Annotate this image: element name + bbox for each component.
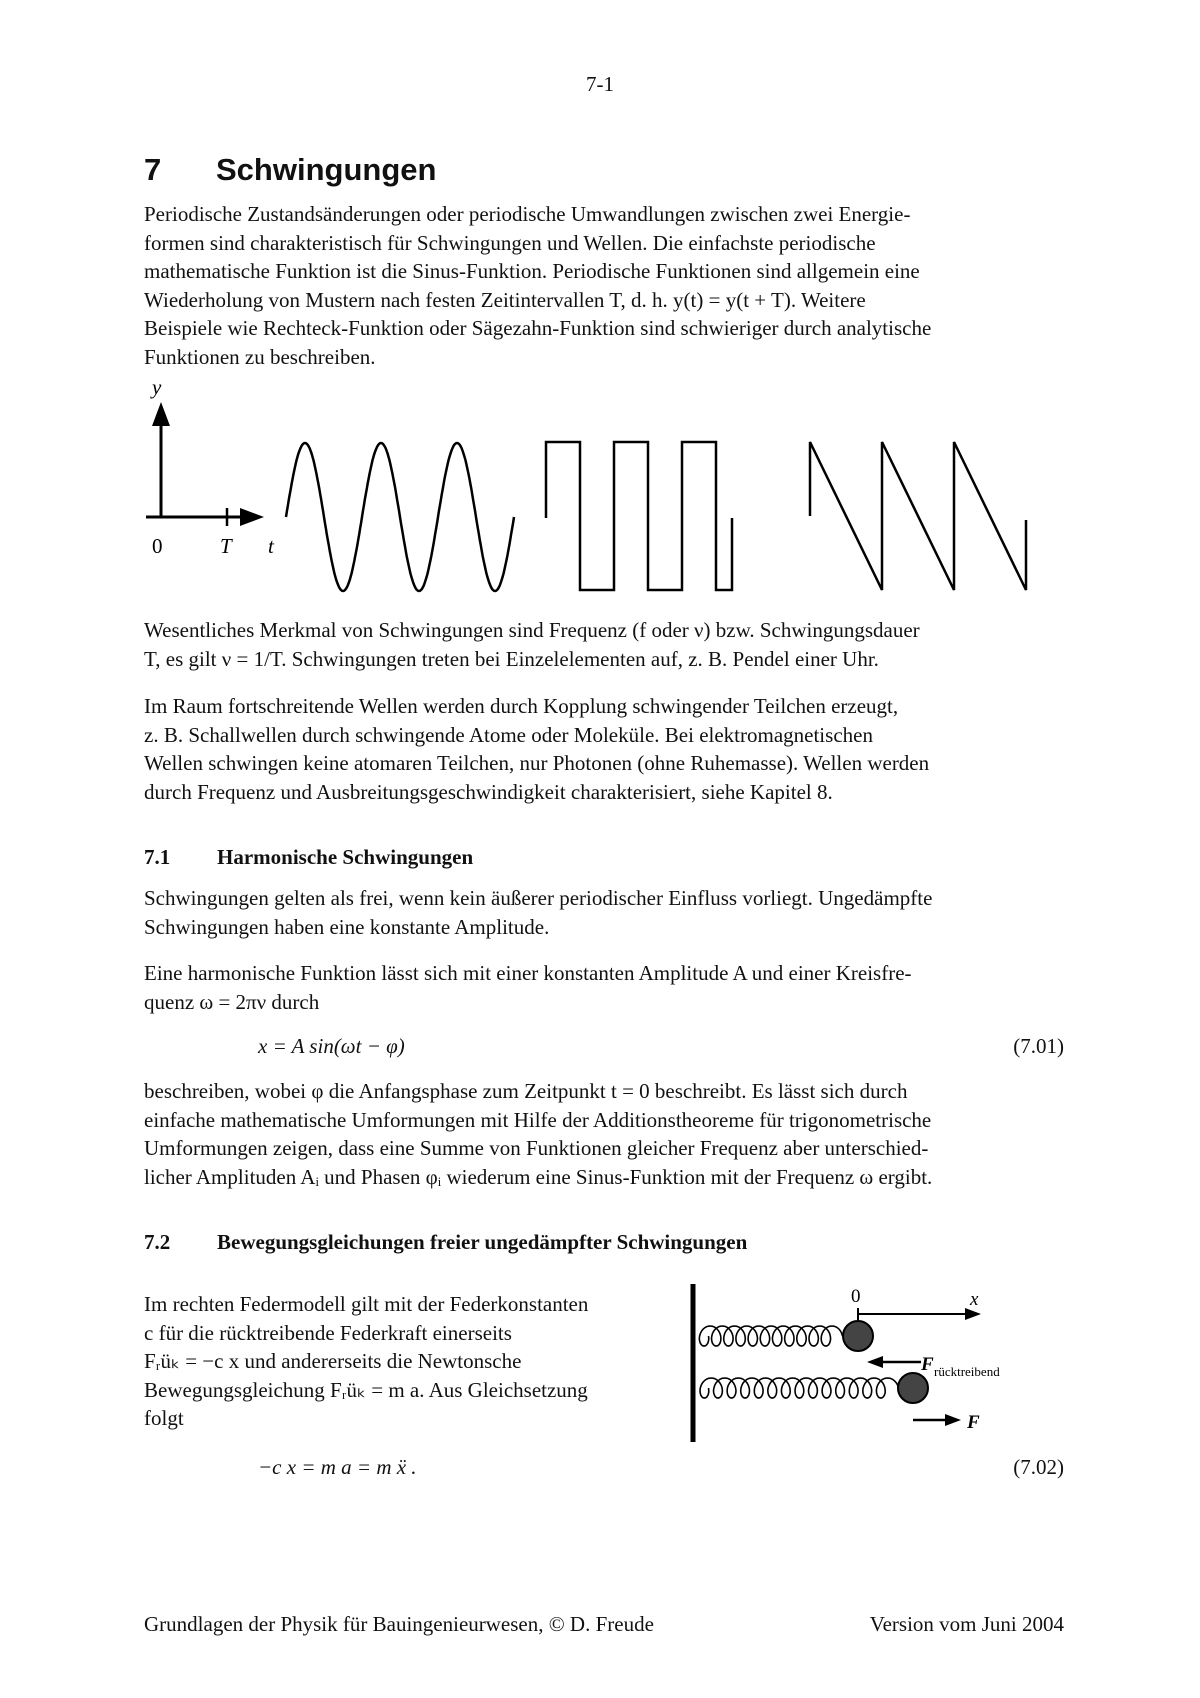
text-line: Im rechten Federmodell gilt mit der Federkonstanten bbox=[144, 1292, 589, 1316]
equation-7-01: x = A sin(ωt − φ) bbox=[258, 1034, 405, 1058]
intro-paragraph bbox=[144, 200, 1064, 371]
harmonic-paragraph bbox=[144, 959, 1064, 1016]
period-label: T bbox=[220, 534, 232, 558]
text-line: T, es gilt ν = 1/T. Schwingungen treten bei Einzelelementen auf, z. B. Pendel einer Uhr. bbox=[144, 646, 879, 671]
t-axis-arrow bbox=[240, 508, 264, 526]
text-line: Beispiele wie Rechteck-Funktion oder Sägezahn-Funktion sind schwieriger durch analytische bbox=[144, 316, 932, 340]
chapter-heading bbox=[144, 152, 436, 188]
text-line: beschreiben, wobei φ die Anfangsphase zum Zeitpunkt t = 0 beschreibt. Es lässt sich durch bbox=[144, 1079, 908, 1103]
text-line: quenz ω = 2πν durch bbox=[144, 989, 320, 1014]
text-line: Wellen schwingen keine atomaren Teilchen, nur Photonen (ohne Ruhemasse). Wellen werden bbox=[144, 751, 930, 775]
square-wave bbox=[546, 442, 732, 590]
text-line: mathematische Funktion ist die Sinus-Funktion. Periodische Funktionen sind allgemein eine bbox=[144, 259, 920, 283]
zero-label: 0 bbox=[851, 1286, 861, 1307]
spring-stretched bbox=[700, 1378, 899, 1398]
free-oscillation-paragraph bbox=[144, 884, 1064, 941]
y-axis-arrow bbox=[152, 402, 170, 426]
restoring-force-label: F bbox=[921, 1354, 934, 1375]
section-title: Harmonische Schwingungen bbox=[217, 845, 474, 869]
t-axis-label: t bbox=[268, 534, 274, 558]
text-line: Schwingungen haben eine konstante Amplitude. bbox=[144, 914, 550, 939]
text-line: Schwingungen gelten als frei, wenn kein äußerer periodischer Einfluss vorliegt. Ungedämpfte bbox=[144, 886, 933, 910]
spring-rest bbox=[699, 1326, 842, 1346]
text-line: einfache mathematische Umformungen mit Hilfe der Additionstheoreme für trigonometrische bbox=[144, 1107, 932, 1132]
spring-paragraph bbox=[144, 1290, 684, 1433]
x-label: x bbox=[970, 1289, 979, 1310]
text-line: z. B. Schallwellen durch schwingende Atome oder Moleküle. Bei elektromagnetischen bbox=[144, 722, 873, 747]
text-line: formen sind charakteristisch für Schwingungen und Wellen. Die einfachste periodische bbox=[144, 230, 876, 255]
footer-left: Grundlagen der Physik für Bauingenieurwesen, © D. Freude bbox=[144, 1612, 654, 1636]
footer bbox=[144, 1612, 1064, 1637]
section-number: 7.2 bbox=[144, 1230, 171, 1254]
page-number: 7-1 bbox=[586, 72, 614, 96]
equation-number: (7.01) bbox=[1013, 1034, 1064, 1058]
text-line: Eine harmonische Funktion lässt sich mit einer konstanten Amplitude A und einer Kreisfre- bbox=[144, 961, 912, 985]
text-line: folgt bbox=[144, 1406, 184, 1430]
restoring-force-arrowhead bbox=[867, 1356, 883, 1368]
equation-7-02: −c x = m a = m ẍ . bbox=[258, 1455, 417, 1479]
equation-number: (7.02) bbox=[1013, 1455, 1064, 1479]
text-line: Fᵣüₖ = −c x und andererseits die Newtonsche bbox=[144, 1349, 522, 1373]
text-line: Wesentliches Merkmal von Schwingungen sind Frequenz (f oder ν) bzw. Schwingungsdauer bbox=[144, 618, 920, 642]
waves-paragraph bbox=[144, 692, 1064, 806]
text-line: c für die rücktreibende Federkraft einerseits bbox=[144, 1320, 512, 1345]
section-heading bbox=[144, 1230, 747, 1255]
force-arrowhead bbox=[945, 1414, 961, 1426]
chapter-title: Schwingungen bbox=[216, 152, 437, 187]
sine-wave bbox=[286, 443, 514, 591]
text-line: durch Frequenz und Ausbreitungsgeschwindigkeit charakterisiert, siehe Kapitel 8. bbox=[144, 779, 833, 804]
text-line: Im Raum fortschreitende Wellen werden durch Kopplung schwingender Teilchen erzeugt, bbox=[144, 694, 899, 718]
y-axis-label: y bbox=[152, 375, 162, 399]
section-title: Bewegungsgleichungen freier ungedämpfter Schwingungen bbox=[217, 1230, 748, 1254]
describe-paragraph bbox=[144, 1077, 1064, 1191]
force-label: F bbox=[967, 1412, 980, 1433]
frequency-paragraph bbox=[144, 616, 1064, 673]
waveform-figure bbox=[140, 370, 1040, 600]
section-number: 7.1 bbox=[144, 845, 171, 869]
text-line: licher Amplituden Aᵢ und Phasen φᵢ wiederum eine Sinus-Funktion mit der Frequenz ω ergibt. bbox=[144, 1164, 933, 1189]
text-line: Umformungen zeigen, dass eine Summe von Funktionen gleicher Frequenz aber unterschied- bbox=[144, 1136, 929, 1160]
text-line: Funktionen zu beschreiben. bbox=[144, 344, 376, 369]
footer-right: Version vom Juni 2004 bbox=[869, 1612, 1064, 1636]
text-line: Bewegungsgleichung Fᵣüₖ = m a. Aus Gleichsetzung bbox=[144, 1377, 588, 1402]
origin-label: 0 bbox=[152, 534, 163, 558]
chapter-number: 7 bbox=[144, 152, 162, 187]
text-line: Wiederholung von Mustern nach festen Zeitintervallen T, d. h. y(t) = y(t + T). Weitere bbox=[144, 287, 866, 312]
mass-displaced bbox=[898, 1373, 928, 1403]
mass-rest bbox=[843, 1321, 873, 1351]
section-heading bbox=[144, 845, 473, 870]
spring-model-figure bbox=[685, 1278, 1025, 1448]
restoring-force-subscript: rücktreibend bbox=[934, 1364, 1000, 1379]
sawtooth-wave bbox=[810, 442, 1026, 590]
text-line: Periodische Zustandsänderungen oder periodische Umwandlungen zwischen zwei Energie- bbox=[144, 202, 911, 226]
